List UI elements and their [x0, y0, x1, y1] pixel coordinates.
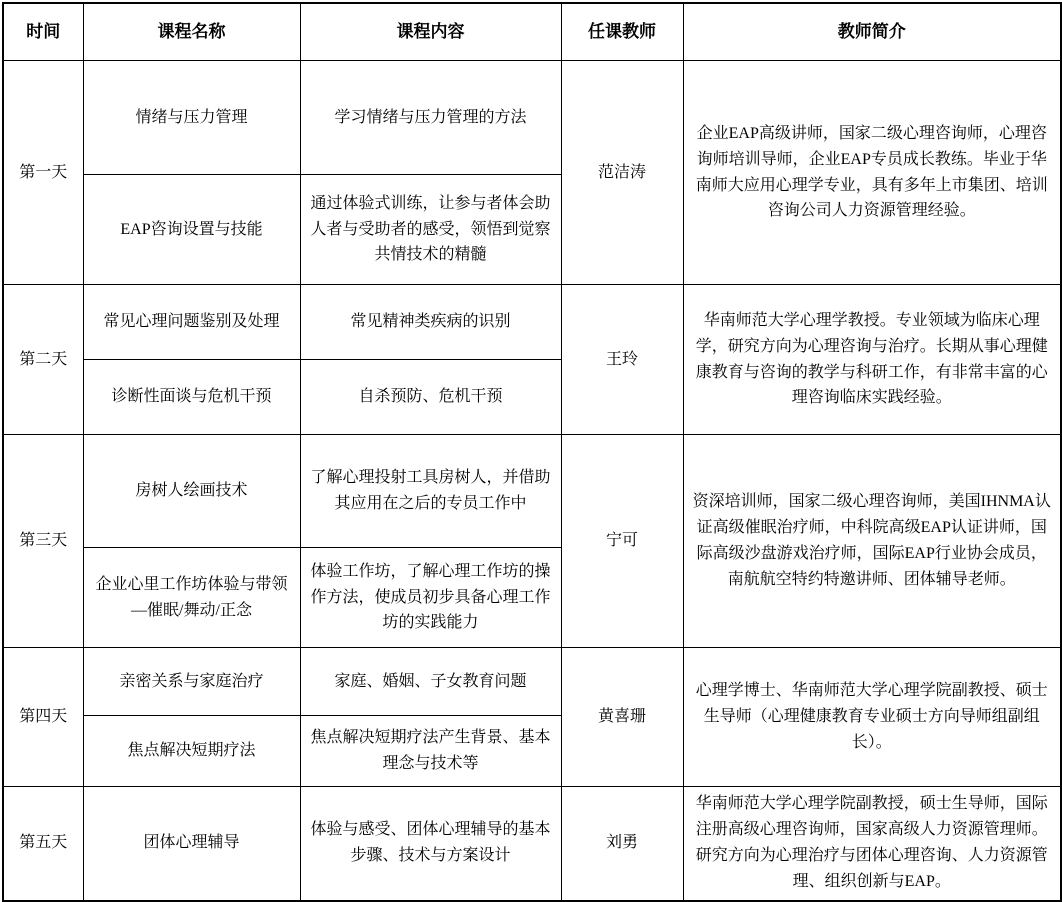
course-name-cell: EAP咨询设置与技能: [83, 175, 300, 285]
time-cell-day1: 第一天: [3, 61, 83, 285]
teacher-cell-day5: 刘勇: [561, 787, 683, 901]
teacher-cell-day4: 黄喜珊: [561, 648, 683, 787]
course-name-cell: 情绪与压力管理: [83, 61, 300, 175]
course-content-cell: 学习情绪与压力管理的方法: [300, 61, 561, 175]
course-name-cell: 亲密关系与家庭治疗: [83, 648, 300, 716]
course-name-cell: 房树人绘画技术: [83, 435, 300, 548]
course-content-cell: 通过体验式训练，让参与者体会助人者与受助者的感受，领悟到觉察共情技术的精髓: [300, 175, 561, 285]
course-name-cell: 焦点解决短期疗法: [83, 716, 300, 787]
course-content-cell: 自杀预防、危机干预: [300, 360, 561, 435]
time-cell-day4: 第四天: [3, 648, 83, 787]
course-content-cell: 焦点解决短期疗法产生背景、基本理念与技术等: [300, 716, 561, 787]
course-content-cell: 常见精神类疾病的识别: [300, 285, 561, 360]
table-row: [3, 285, 1061, 360]
teacher-cell-day1: 范洁涛: [561, 61, 683, 285]
teacher-intro-cell-day1: 企业EAP高级讲师，国家二级心理咨询师，心理咨询师培训导师，企业EAP专员成长教练。毕业于华南师大应用心理学专业，具有多年上市集团、培训咨询公司人力资源管理经验。: [683, 61, 1061, 285]
header-cell-teacher: 任课教师: [561, 3, 683, 61]
teacher-intro-cell-day3: 资深培训师，国家二级心理咨询师，美国IHNMA认证高级催眠治疗师，中科院高级EAP认证讲师，国际高级沙盘游戏治疗师，国际EAP行业协会成员，南航航空特约特邀讲师、团体辅导老师。: [683, 435, 1061, 648]
table-row: [3, 61, 1061, 175]
header-cell-course-name: 课程名称: [83, 3, 300, 61]
table-row: [3, 648, 1061, 716]
course-name-cell: 诊断性面谈与危机干预: [83, 360, 300, 435]
teacher-cell-day3: 宁可: [561, 435, 683, 648]
table-row: [3, 435, 1061, 548]
header-cell-time: 时间: [3, 3, 83, 61]
teacher-cell-day2: 王玲: [561, 285, 683, 435]
time-cell-day2: 第二天: [3, 285, 83, 435]
course-content-cell: 家庭、婚姻、子女教育问题: [300, 648, 561, 716]
header-cell-course-content: 课程内容: [300, 3, 561, 61]
course-name-cell: 团体心理辅导: [83, 787, 300, 901]
course-schedule-table: [2, 2, 1062, 902]
course-content-cell: 体验工作坊，了解心理工作坊的操作方法，使成员初步具备心理工作坊的实践能力: [300, 548, 561, 648]
teacher-intro-cell-day5: 华南师范大学心理学院副教授，硕士生导师，国际注册高级心理咨询师，国家高级人力资源管理师。研究方向为心理治疗与团体心理咨询、人力资源管理、组织创新与EAP。: [683, 787, 1061, 901]
header-cell-teacher-intro: 教师简介: [683, 3, 1061, 61]
time-cell-day3: 第三天: [3, 435, 83, 648]
course-content-cell: 了解心理投射工具房树人，并借助其应用在之后的专员工作中: [300, 435, 561, 548]
course-content-cell: 体验与感受、团体心理辅导的基本步骤、技术与方案设计: [300, 787, 561, 901]
course-name-cell: 常见心理问题鉴别及处理: [83, 285, 300, 360]
header-row: [3, 3, 1061, 61]
course-name-cell: 企业心里工作坊体验与带领—催眠/舞动/正念: [83, 548, 300, 648]
table-row: [3, 787, 1061, 901]
teacher-intro-cell-day4: 心理学博士、华南师范大学心理学院副教授、硕士生导师（心理健康教育专业硕士方向导师组副组长）。: [683, 648, 1061, 787]
time-cell-day5: 第五天: [3, 787, 83, 901]
teacher-intro-cell-day2: 华南师范大学心理学教授。专业领域为临床心理学，研究方向为心理咨询与治疗。长期从事心理健康教育与咨询的教学与科研工作，有非常丰富的心理咨询临床实践经验。: [683, 285, 1061, 435]
